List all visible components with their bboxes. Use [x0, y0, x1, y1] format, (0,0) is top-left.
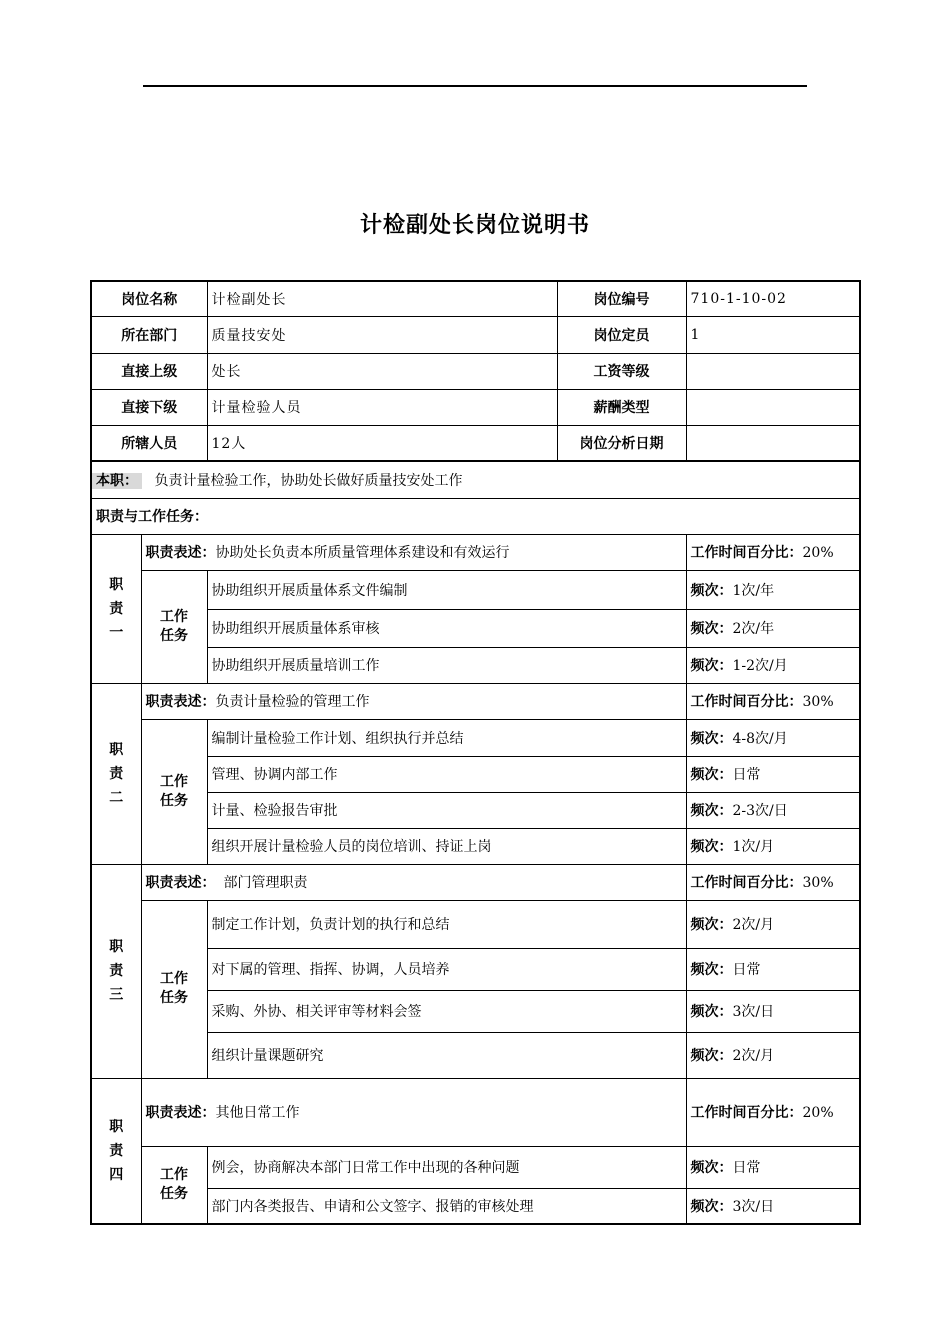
info-value: 1: [686, 316, 860, 353]
duty-desc-row: [91, 864, 860, 900]
duty-desc: 职责表述：负责计量检验的管理工作: [141, 683, 686, 719]
duty-desc: 职责表述： 部门管理职责: [141, 864, 686, 900]
duty-pct: 工作时间百分比：20%: [686, 1078, 860, 1146]
task-row: [91, 948, 860, 990]
task-row: [91, 609, 860, 647]
task-freq: 频次：2次/月: [686, 1032, 860, 1078]
task-text: 编制计量检验工作计划、组织执行并总结: [207, 719, 686, 756]
task-text: 对下属的管理、指挥、协调，人员培养: [207, 948, 686, 990]
header-rule: [143, 85, 807, 87]
task-row: [91, 570, 860, 609]
task-row: [91, 792, 860, 828]
task-label: 工作 任务: [141, 1146, 207, 1224]
info-value: [686, 389, 860, 425]
task-text: 协助组织开展质量体系文件编制: [207, 570, 686, 609]
task-freq: 频次：2次/月: [686, 900, 860, 948]
info-value: 处长: [207, 353, 557, 389]
task-freq: 频次：日常: [686, 948, 860, 990]
task-row: [91, 647, 860, 683]
info-label: 岗位名称: [91, 281, 207, 316]
benzhi-row: [91, 461, 860, 498]
duty-desc-row: [91, 683, 860, 719]
task-freq: 频次：日常: [686, 1146, 860, 1188]
info-value: [686, 353, 860, 389]
info-label: 所在部门: [91, 316, 207, 353]
task-text: 计量、检验报告审批: [207, 792, 686, 828]
task-text: 协助组织开展质量体系审核: [207, 609, 686, 647]
duty-desc-row: [91, 1078, 860, 1146]
task-row: [91, 900, 860, 948]
info-value: 计检副处长: [207, 281, 557, 316]
info-label: 工资等级: [557, 353, 686, 389]
task-label: 工作 任务: [141, 900, 207, 1078]
info-value: 12人: [207, 425, 557, 461]
task-label: 工作 任务: [141, 570, 207, 683]
duties-header: 职责与工作任务：: [91, 498, 860, 534]
duty-pct: 工作时间百分比：20%: [686, 534, 860, 570]
duty-pct: 工作时间百分比：30%: [686, 683, 860, 719]
benzhi-text: 负责计量检验工作，协助处长做好质量技安处工作: [154, 472, 463, 489]
duty-desc-row: [91, 534, 860, 570]
task-text: 制定工作计划，负责计划的执行和总结: [207, 900, 686, 948]
task-freq: 频次：1次/年: [686, 570, 860, 609]
task-row: [91, 990, 860, 1032]
duties-header-row: [91, 498, 860, 534]
info-label: 薪酬类型: [557, 389, 686, 425]
document-title: 计检副处长岗位说明书: [359, 213, 590, 238]
task-text: 采购、外协、相关评审等材料会签: [207, 990, 686, 1032]
task-freq: 频次：3次/日: [686, 1188, 860, 1224]
task-freq: 频次：1次/月: [686, 828, 860, 864]
duty-number: 职 责 二: [91, 683, 141, 864]
task-freq: 频次：2-3次/日: [686, 792, 860, 828]
task-text: 协助组织开展质量培训工作: [207, 647, 686, 683]
info-row: [91, 389, 860, 425]
task-row: [91, 756, 860, 792]
task-freq: 频次：3次/日: [686, 990, 860, 1032]
task-freq: 频次：4-8次/月: [686, 719, 860, 756]
info-label: 岗位分析日期: [557, 425, 686, 461]
info-value: 质量技安处: [207, 316, 557, 353]
benzhi-label: 本职：: [92, 473, 142, 489]
task-freq: 频次：1-2次/月: [686, 647, 860, 683]
task-row: [91, 1188, 860, 1224]
info-value: 计量检验人员: [207, 389, 557, 425]
task-row: [91, 1146, 860, 1188]
info-label: 直接下级: [91, 389, 207, 425]
duty-desc: 职责表述：协助处长负责本所质量管理体系建设和有效运行: [141, 534, 686, 570]
info-row: [91, 425, 860, 461]
duty-pct: 工作时间百分比：30%: [686, 864, 860, 900]
info-label: 直接上级: [91, 353, 207, 389]
info-row: [91, 281, 860, 316]
duty-number: 职 责 一: [91, 534, 141, 683]
info-row: [91, 353, 860, 389]
info-row: [91, 316, 860, 353]
info-label: 岗位编号: [557, 281, 686, 316]
task-row: [91, 1032, 860, 1078]
duty-number: 职 责 四: [91, 1078, 141, 1224]
info-value: [686, 425, 860, 461]
duty-number: 职 责 三: [91, 864, 141, 1078]
task-freq: 频次：日常: [686, 756, 860, 792]
duty-desc: 职责表述：其他日常工作: [141, 1078, 686, 1146]
task-text: 组织计量课题研究: [207, 1032, 686, 1078]
info-label: 所辖人员: [91, 425, 207, 461]
task-row: [91, 719, 860, 756]
task-freq: 频次：2次/年: [686, 609, 860, 647]
task-text: 部门内各类报告、申请和公文签字、报销的审核处理: [207, 1188, 686, 1224]
task-text: 管理、协调内部工作: [207, 756, 686, 792]
task-row: [91, 828, 860, 864]
task-text: 组织开展计量检验人员的岗位培训、持证上岗: [207, 828, 686, 864]
task-text: 例会，协商解决本部门日常工作中出现的各种问题: [207, 1146, 686, 1188]
task-label: 工作 任务: [141, 719, 207, 864]
info-label: 岗位定员: [557, 316, 686, 353]
job-description-table: [90, 280, 861, 1225]
info-value: 710-1-10-02: [686, 281, 860, 316]
